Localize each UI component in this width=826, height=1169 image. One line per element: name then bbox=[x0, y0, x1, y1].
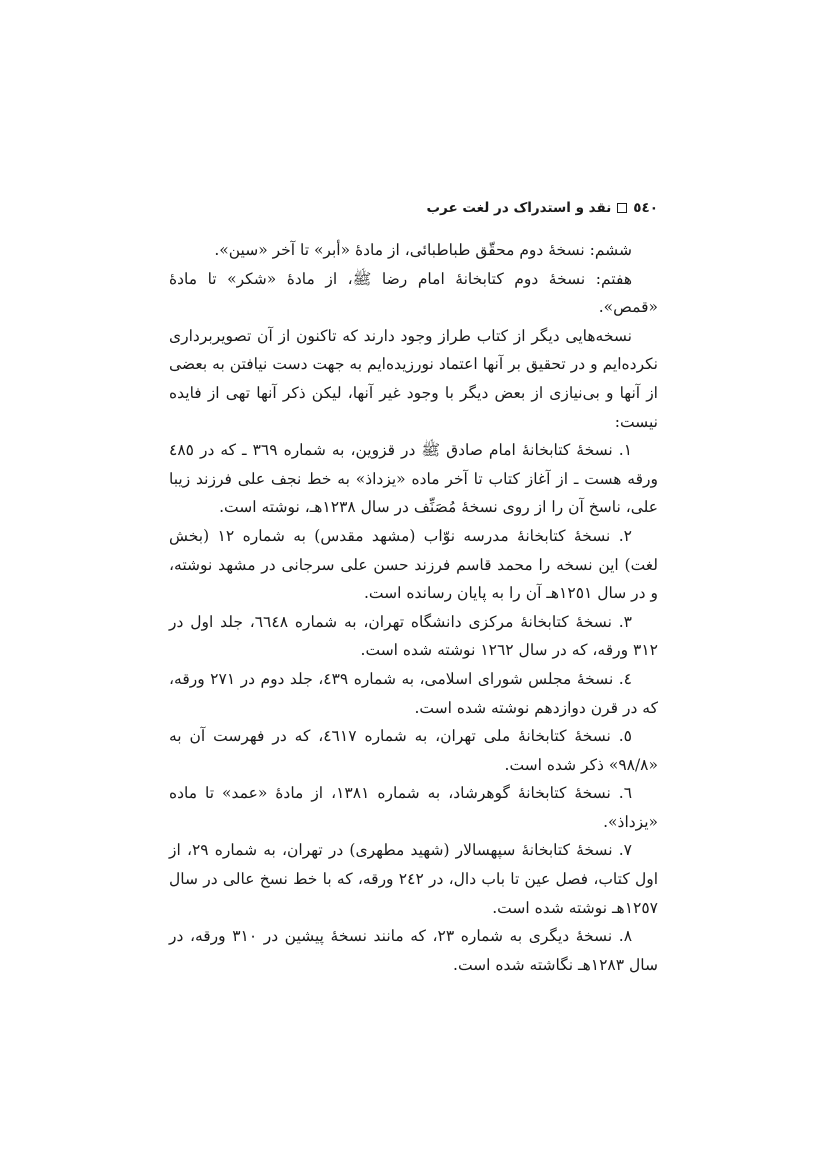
list-item: ٥. نسخهٔ کتابخانهٔ ملی تهران، به شماره ٤٦١٧، که در فهرست آن به «٩٨/٨» ذکر شده است. bbox=[169, 727, 658, 774]
running-header bbox=[178, 196, 658, 220]
paragraph-sixth-manuscript: ششم: نسخهٔ دوم محقّق طباطبائی، از مادهٔ «أبر» تا آخر «سین». bbox=[214, 241, 632, 259]
list-item: ٢. نسخهٔ کتابخانهٔ مدرسه نوّاب (مشهد مقدس) به شماره ١٢ (بخش لغت) این نسخه را محمد قاسم فرزند حسن علی سرجانی در مشهد نوشته، و در سال ١٢٥١هـ آن را به پایان رسانده است. bbox=[169, 526, 658, 603]
list-item: ٤. نسخهٔ مجلس شورای اسلامی، به شماره ٤٣٩، جلد دوم در ٢٧١ ورقه، که در قرن دوازدهم نوشته شده است. bbox=[169, 669, 658, 717]
list-item: ٨. نسخهٔ دیگری به شماره ٢٣، که مانند نسخهٔ پیشین در ٣١٠ ورقه، در سال ١٢٨٣هـ نگاشته شده است. bbox=[169, 927, 658, 974]
page-number: ٥٤٠ bbox=[633, 200, 658, 216]
paragraph-seventh-manuscript: هفتم: نسخهٔ دوم کتابخانهٔ امام رضا ﷺ، از مادهٔ «شکر» تا مادهٔ «قمص». bbox=[169, 269, 658, 317]
list-item: ٧. نسخهٔ کتابخانهٔ سپهسالار (شهید مطهری) در تهران، به شماره ٢٩، از اول کتاب، فصل عین تا باب دال، در ٢٤٢ ورقه، که با خط نسخ عالی در سال ١٢٥٧هـ نوشته شده است. bbox=[169, 841, 659, 917]
page-body bbox=[169, 236, 658, 979]
running-title: نقد و استدراک در لغت عرب bbox=[426, 200, 612, 216]
square-ornament-icon bbox=[617, 203, 627, 213]
list-item: ٣. نسخهٔ کتابخانهٔ مرکزی دانشگاه تهران، به شماره ٦٦٤٨، جلد اول در ٣١٢ ورقه، که در سال ١٢٦٢ نوشته شده است. bbox=[169, 612, 658, 660]
paragraph-other-manuscripts-intro: نسخه‌هایی دیگر از کتاب طراز وجود دارند که تاکنون از آن تصویربرداری نکرده‌ایم و در تحقیق بر آنها اعتماد نورزیده‌ایم به جهت دست نیافتن به بعضی از آنها و بی‌نیازی از بعض دیگر با وجود غیر آنها، لیکن ذکر آنها تهی از فایده نیست: bbox=[169, 326, 658, 431]
list-item: ٦. نسخهٔ کتابخانهٔ گوهرشاد، به شماره ١٣٨١، از مادهٔ «عمد» تا ماده «یزداذ». bbox=[169, 784, 658, 831]
list-item: ١. نسخهٔ کتابخانهٔ امام صادق ﷺ در قزوین، به شماره ٣٦٩ ـ که در ٤٨٥ ورقه هست ـ از آغاز کتاب تا آخر ماده «یزداذ» به خط نجف علی فرزند زیبا علی، ناسخ آن را از روی نسخهٔ مُصَنِّف در سال ١٢٣٨هـ، نوشته است. bbox=[169, 441, 658, 517]
